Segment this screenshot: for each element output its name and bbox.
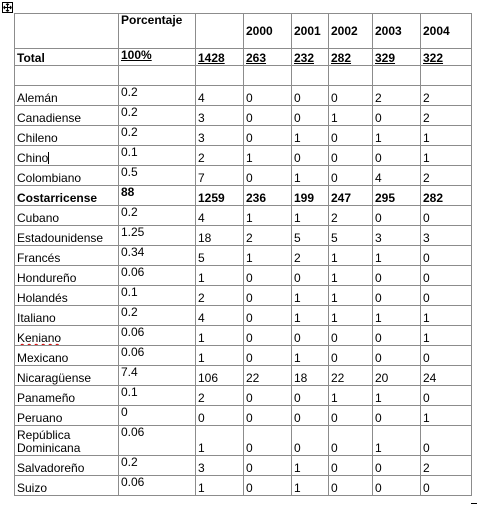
year-value-cell: 0 xyxy=(244,456,292,476)
table-row xyxy=(15,346,472,366)
year-value-cell: 0 xyxy=(244,86,292,106)
table-move-handle-icon[interactable] xyxy=(2,2,13,13)
year-value-cell: 0 xyxy=(373,346,421,366)
total-year-value: 282 xyxy=(329,49,373,66)
year-value-cell: 2 xyxy=(421,456,472,476)
percentage-cell: 0.06 xyxy=(119,426,196,456)
percentage-cell: 0.34 xyxy=(119,246,196,266)
nationality-label: Costarricense xyxy=(15,186,119,206)
year-value-cell: 2 xyxy=(421,106,472,126)
total-label: Total xyxy=(15,49,119,66)
total-cell: 3 xyxy=(196,126,244,146)
year-value-cell: 0 xyxy=(329,146,373,166)
year-value-cell: 0 xyxy=(373,476,421,496)
year-value-cell: 1 xyxy=(421,146,472,166)
total-cell: 4 xyxy=(196,206,244,226)
nationality-label: Salvadoreño xyxy=(15,456,119,476)
nationality-label: Cubano xyxy=(15,206,119,226)
page-corner-mark xyxy=(471,503,477,508)
year-value-cell: 282 xyxy=(421,186,472,206)
percentage-cell: 0.06 xyxy=(119,266,196,286)
year-value-cell: 0 xyxy=(329,426,373,456)
year-value-cell: 2 xyxy=(373,86,421,106)
year-value-cell: 3 xyxy=(421,226,472,246)
total-cell: 3 xyxy=(196,456,244,476)
year-value-cell: 0 xyxy=(244,266,292,286)
nationality-label: Francés xyxy=(15,246,119,266)
year-value-cell: 0 xyxy=(373,266,421,286)
table-row xyxy=(15,226,472,246)
spacer-row xyxy=(15,66,472,86)
table-row xyxy=(15,306,472,326)
year-value-cell: 1 xyxy=(329,286,373,306)
year-value-cell: 0 xyxy=(292,406,329,426)
percentage-cell: 0.06 xyxy=(119,326,196,346)
year-value-cell: 0 xyxy=(373,286,421,306)
nationality-label xyxy=(15,326,119,346)
percentage-cell: 0.2 xyxy=(119,86,196,106)
total-cell: 106 xyxy=(196,366,244,386)
empty-cell xyxy=(329,66,373,86)
year-value-cell: 22 xyxy=(329,366,373,386)
total-percentage: 100% xyxy=(119,49,196,66)
table-row xyxy=(15,186,472,206)
nationality-label: Mexicano xyxy=(15,346,119,366)
nationality-label: Canadiense xyxy=(15,106,119,126)
year-value-cell: 0 xyxy=(244,326,292,346)
table-row xyxy=(15,366,472,386)
table-row xyxy=(15,86,472,106)
empty-cell xyxy=(15,66,119,86)
year-value-cell: 1 xyxy=(373,246,421,266)
nationality-label: República Dominicana xyxy=(15,426,119,456)
year-value-cell: 0 xyxy=(329,346,373,366)
year-value-cell: 1 xyxy=(292,166,329,186)
empty-cell xyxy=(373,66,421,86)
total-year-value: 322 xyxy=(421,49,472,66)
nationality-label: Colombiano xyxy=(15,166,119,186)
table-row xyxy=(15,456,472,476)
percentage-cell: 0.1 xyxy=(119,286,196,306)
total-cell: 4 xyxy=(196,306,244,326)
table-row xyxy=(15,206,472,226)
total-cell: 4 xyxy=(196,86,244,106)
year-value-cell: 0 xyxy=(244,406,292,426)
year-value-cell: 247 xyxy=(329,186,373,206)
year-value-cell: 0 xyxy=(421,346,472,366)
year-value-cell: 0 xyxy=(244,346,292,366)
year-value-cell: 1 xyxy=(292,306,329,326)
header-percentage: Porcentaje xyxy=(119,14,196,49)
nationality-label: Chileno xyxy=(15,126,119,146)
nationality-label: Estadounidense xyxy=(15,226,119,246)
total-row xyxy=(15,49,472,66)
year-value-cell: 18 xyxy=(292,366,329,386)
percentage-cell: 7.4 xyxy=(119,366,196,386)
year-value-cell: 1 xyxy=(292,206,329,226)
percentage-cell: 0.2 xyxy=(119,456,196,476)
table-row xyxy=(15,426,472,456)
total-cell: 1 xyxy=(196,426,244,456)
header-year: 2004 xyxy=(421,14,472,49)
year-value-cell: 1 xyxy=(292,346,329,366)
year-value-cell: 5 xyxy=(292,226,329,246)
year-value-cell: 0 xyxy=(244,166,292,186)
header-year: 2000 xyxy=(244,14,292,49)
year-value-cell: 0 xyxy=(292,326,329,346)
total-cell: 1 xyxy=(196,266,244,286)
header-total-empty xyxy=(196,14,244,49)
empty-cell xyxy=(421,66,472,86)
spelling-flag: Keniano xyxy=(17,331,62,345)
year-value-cell: 1 xyxy=(421,326,472,346)
year-value-cell: 1 xyxy=(292,126,329,146)
year-value-cell: 1 xyxy=(329,266,373,286)
total-cell: 5 xyxy=(196,246,244,266)
year-value-cell: 0 xyxy=(373,406,421,426)
year-value-cell: 295 xyxy=(373,186,421,206)
year-value-cell: 1 xyxy=(292,476,329,496)
year-value-cell: 24 xyxy=(421,366,472,386)
nationality-table xyxy=(14,13,472,496)
year-value-cell: 4 xyxy=(373,166,421,186)
header-empty-cell xyxy=(15,14,119,49)
nationality-label: Chino xyxy=(15,146,119,166)
year-value-cell: 2 xyxy=(292,246,329,266)
table-row xyxy=(15,166,472,186)
year-value-cell: 0 xyxy=(329,166,373,186)
year-value-cell: 0 xyxy=(329,456,373,476)
year-value-cell: 199 xyxy=(292,186,329,206)
year-value-cell: 2 xyxy=(244,226,292,246)
year-value-cell: 1 xyxy=(421,406,472,426)
empty-cell xyxy=(119,66,196,86)
total-cell: 1 xyxy=(196,476,244,496)
year-value-cell: 1 xyxy=(244,206,292,226)
empty-cell xyxy=(244,66,292,86)
year-value-cell: 0 xyxy=(292,86,329,106)
year-value-cell: 0 xyxy=(421,266,472,286)
table-row xyxy=(15,386,472,406)
year-value-cell: 0 xyxy=(329,406,373,426)
year-value-cell: 0 xyxy=(292,426,329,456)
total-cell: 2 xyxy=(196,386,244,406)
year-value-cell: 1 xyxy=(329,106,373,126)
year-value-cell: 0 xyxy=(373,326,421,346)
table-row xyxy=(15,106,472,126)
year-value-cell: 0 xyxy=(244,476,292,496)
year-value-cell: 0 xyxy=(292,266,329,286)
year-value-cell: 0 xyxy=(373,206,421,226)
total-cell: 1 xyxy=(196,326,244,346)
percentage-cell: 0.2 xyxy=(119,126,196,146)
year-value-cell: 0 xyxy=(244,106,292,126)
year-value-cell: 5 xyxy=(329,226,373,246)
year-value-cell: 0 xyxy=(421,426,472,456)
year-value-cell: 0 xyxy=(329,86,373,106)
year-value-cell: 1 xyxy=(329,246,373,266)
total-cell: 7 xyxy=(196,166,244,186)
table-row xyxy=(15,266,472,286)
header-year: 2003 xyxy=(373,14,421,49)
empty-cell xyxy=(292,66,329,86)
total-sum: 1428 xyxy=(196,49,244,66)
header-row xyxy=(15,14,472,49)
percentage-cell: 0.2 xyxy=(119,306,196,326)
year-value-cell: 0 xyxy=(244,426,292,456)
percentage-cell: 0.1 xyxy=(119,146,196,166)
percentage-cell: 0.1 xyxy=(119,386,196,406)
table-row xyxy=(15,146,472,166)
year-value-cell: 1 xyxy=(421,306,472,326)
percentage-cell: 0.2 xyxy=(119,206,196,226)
year-value-cell: 1 xyxy=(329,306,373,326)
year-value-cell: 0 xyxy=(421,476,472,496)
year-value-cell: 1 xyxy=(373,306,421,326)
nationality-label: Panameño xyxy=(15,386,119,406)
nationality-label: Peruano xyxy=(15,406,119,426)
year-value-cell: 1 xyxy=(421,126,472,146)
year-value-cell: 0 xyxy=(329,126,373,146)
year-value-cell: 0 xyxy=(244,286,292,306)
year-value-cell: 0 xyxy=(292,386,329,406)
total-cell: 2 xyxy=(196,146,244,166)
year-value-cell: 1 xyxy=(329,386,373,406)
table-row xyxy=(15,406,472,426)
total-cell: 0 xyxy=(196,406,244,426)
total-year-value: 263 xyxy=(244,49,292,66)
year-value-cell: 2 xyxy=(421,86,472,106)
year-value-cell: 0 xyxy=(373,146,421,166)
year-value-cell: 0 xyxy=(244,126,292,146)
year-value-cell: 1 xyxy=(373,386,421,406)
percentage-cell: 0.06 xyxy=(119,346,196,366)
percentage-cell: 0.5 xyxy=(119,166,196,186)
percentage-cell: 0 xyxy=(119,406,196,426)
nationality-label: Holandés xyxy=(15,286,119,306)
total-cell: 18 xyxy=(196,226,244,246)
percentage-cell: 88 xyxy=(119,186,196,206)
percentage-cell: 0.06 xyxy=(119,476,196,496)
table-row xyxy=(15,126,472,146)
nationality-label: Suizo xyxy=(15,476,119,496)
year-value-cell: 0 xyxy=(421,246,472,266)
table-row xyxy=(15,476,472,496)
header-year: 2001 xyxy=(292,14,329,49)
nationality-label: Nicaragüense xyxy=(15,366,119,386)
total-cell: 3 xyxy=(196,106,244,126)
year-value-cell: 0 xyxy=(329,476,373,496)
total-cell: 1259 xyxy=(196,186,244,206)
year-value-cell: 236 xyxy=(244,186,292,206)
year-value-cell: 1 xyxy=(373,426,421,456)
year-value-cell: 0 xyxy=(292,146,329,166)
nationality-label: Hondureño xyxy=(15,266,119,286)
year-value-cell: 0 xyxy=(292,106,329,126)
year-value-cell: 22 xyxy=(244,366,292,386)
empty-cell xyxy=(196,66,244,86)
year-value-cell: 1 xyxy=(244,246,292,266)
year-value-cell: 0 xyxy=(373,456,421,476)
nationality-label: Italiano xyxy=(15,306,119,326)
table-row xyxy=(15,326,472,346)
total-year-value: 232 xyxy=(292,49,329,66)
year-value-cell: 0 xyxy=(244,386,292,406)
header-year: 2002 xyxy=(329,14,373,49)
year-value-cell: 2 xyxy=(421,166,472,186)
year-value-cell: 1 xyxy=(373,126,421,146)
total-year-value: 329 xyxy=(373,49,421,66)
percentage-cell: 1.25 xyxy=(119,226,196,246)
nationality-label: Alemán xyxy=(15,86,119,106)
total-cell: 1 xyxy=(196,346,244,366)
year-value-cell: 1 xyxy=(292,286,329,306)
table-row xyxy=(15,286,472,306)
text-cursor xyxy=(48,152,49,164)
percentage-cell: 0.2 xyxy=(119,106,196,126)
year-value-cell: 2 xyxy=(329,206,373,226)
year-value-cell: 3 xyxy=(373,226,421,246)
year-value-cell: 0 xyxy=(329,326,373,346)
total-cell: 2 xyxy=(196,286,244,306)
year-value-cell: 1 xyxy=(292,456,329,476)
year-value-cell: 0 xyxy=(421,206,472,226)
year-value-cell: 0 xyxy=(373,106,421,126)
year-value-cell: 1 xyxy=(244,146,292,166)
year-value-cell: 0 xyxy=(421,286,472,306)
year-value-cell: 20 xyxy=(373,366,421,386)
table-row xyxy=(15,246,472,266)
year-value-cell: 0 xyxy=(244,306,292,326)
year-value-cell: 0 xyxy=(421,386,472,406)
